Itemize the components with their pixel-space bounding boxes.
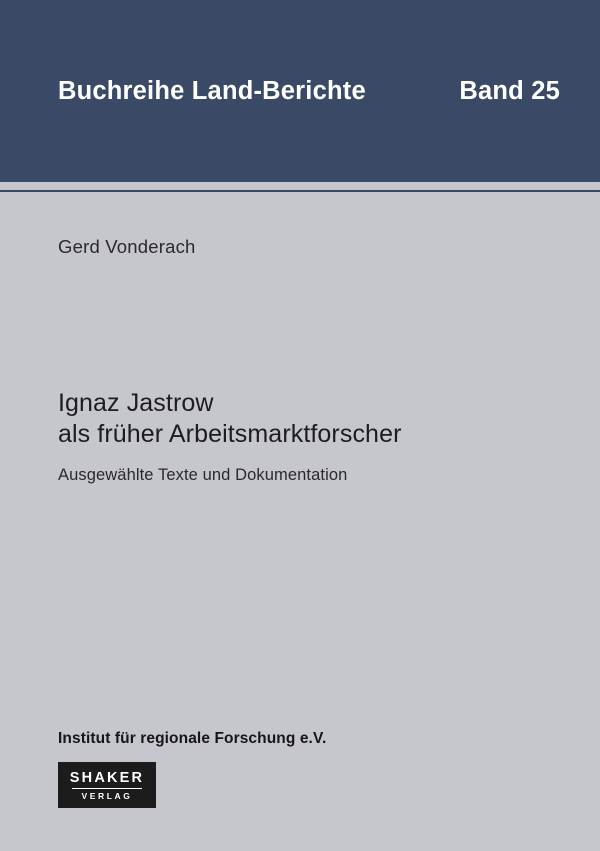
book-title-line-2: als früher Arbeitsmarktforscher — [58, 420, 402, 448]
author-name: Gerd Vonderach — [58, 236, 196, 257]
book-title — [58, 388, 558, 450]
volume-label: Band 25 — [459, 76, 560, 105]
band-divider-rule — [0, 190, 600, 192]
bottom-strip — [0, 823, 600, 851]
publisher-logo — [58, 762, 156, 808]
book-title-line-1: Ignaz Jastrow — [58, 389, 214, 417]
publisher-subtitle: VERLAG — [72, 788, 142, 801]
publisher-name: SHAKER — [69, 769, 145, 786]
institute-name: Institut für regionale Forschung e.V. — [58, 730, 327, 747]
book-subtitle: Ausgewählte Texte und Dokumentation — [58, 466, 348, 484]
series-header-band — [0, 0, 600, 182]
band-gap — [0, 182, 600, 190]
series-title: Buchreihe Land-Berichte — [58, 76, 366, 105]
series-header-content — [0, 0, 600, 182]
